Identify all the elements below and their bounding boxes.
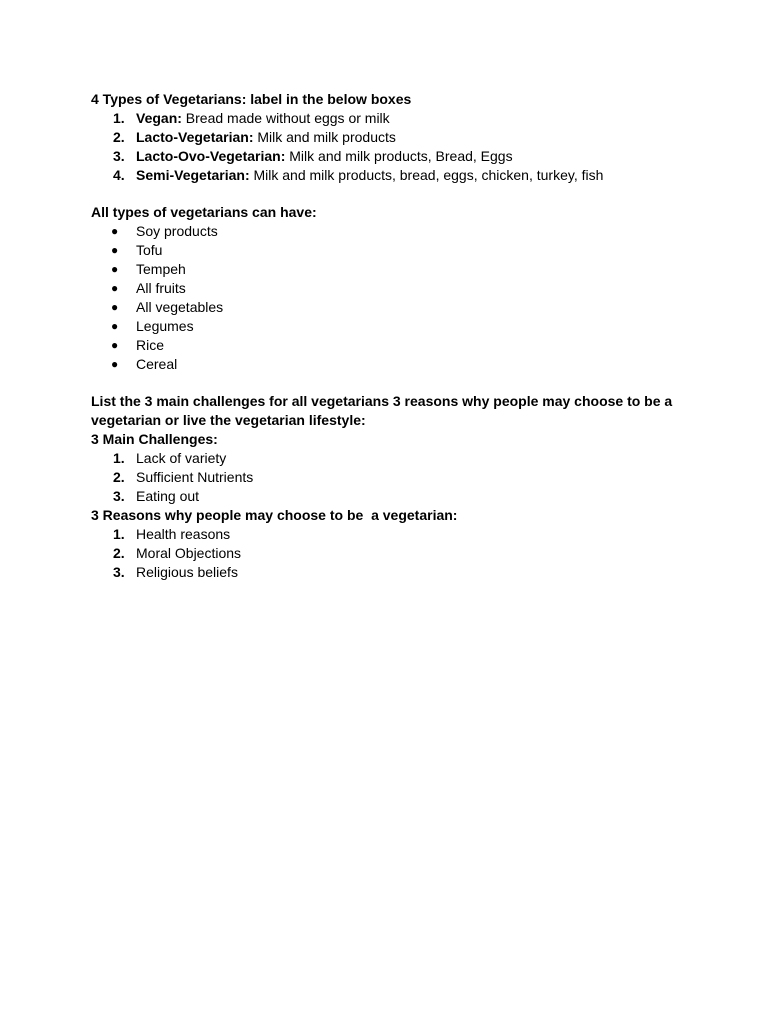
bullet-icon: ● <box>111 281 119 295</box>
list-item <box>91 222 711 241</box>
reasons-list <box>91 525 711 582</box>
challenges-list <box>91 449 711 506</box>
vegetarian-types-list <box>91 109 711 185</box>
food-item: All vegetables <box>136 299 224 315</box>
food-item: Tofu <box>136 242 163 258</box>
foods-heading: All types of vegetarians can have: <box>91 204 317 220</box>
list-item <box>91 147 711 166</box>
bullet-icon: ● <box>111 262 119 276</box>
reason-text: Moral Objections <box>136 545 242 561</box>
food-item: Cereal <box>136 356 178 372</box>
list-item <box>91 563 711 582</box>
list-number: 2. <box>113 545 125 561</box>
challenge-text: Lack of variety <box>136 450 227 466</box>
list-item <box>91 298 711 317</box>
list-item <box>91 279 711 298</box>
list-number: 1. <box>113 110 125 126</box>
list-number: 3. <box>113 488 125 504</box>
list-number: 2. <box>113 469 125 485</box>
challenge-text: Sufficient Nutrients <box>136 469 254 485</box>
spacer <box>91 374 711 392</box>
type-description: Milk and milk products <box>253 129 396 145</box>
list-item <box>91 525 711 544</box>
foods-list <box>91 222 711 374</box>
food-item: Rice <box>136 337 165 353</box>
document-page <box>91 90 711 582</box>
bullet-icon: ● <box>111 224 119 238</box>
reasons-heading: 3 Reasons why people may choose to be a vegetarian: <box>91 507 458 523</box>
list-item <box>91 241 711 260</box>
type-description: Milk and milk products, bread, eggs, chicken, turkey, fish <box>249 167 604 183</box>
food-item: Tempeh <box>136 261 186 277</box>
list-item <box>91 260 711 279</box>
reason-text: Health reasons <box>136 526 231 542</box>
reason-text: Religious beliefs <box>136 564 238 580</box>
list-number: 2. <box>113 129 125 145</box>
list-item <box>91 109 711 128</box>
list-item <box>91 544 711 563</box>
types-heading: 4 Types of Vegetarians: label in the below boxes <box>91 91 412 107</box>
list-item <box>91 336 711 355</box>
type-term: Semi-Vegetarian: <box>136 167 250 183</box>
challenges-heading: 3 Main Challenges: <box>91 431 218 447</box>
list-number: 3. <box>113 148 125 164</box>
challenge-text: Eating out <box>136 488 200 504</box>
bullet-icon: ● <box>111 300 119 314</box>
list-item <box>91 317 711 336</box>
list-item <box>91 355 711 374</box>
bullet-icon: ● <box>111 338 119 352</box>
list-number: 1. <box>113 450 125 466</box>
food-item: Soy products <box>136 223 218 239</box>
challenges-prompt: List the 3 main challenges for all vegetarians 3 reasons why people may choose to be a vegetarian or live the vegetarian lifestyle: <box>91 393 673 428</box>
bullet-icon: ● <box>111 357 119 371</box>
food-item: Legumes <box>136 318 194 334</box>
type-term: Vegan: <box>136 110 182 126</box>
list-item <box>91 128 711 147</box>
list-item <box>91 449 711 468</box>
list-item <box>91 166 711 185</box>
list-number: 1. <box>113 526 125 542</box>
type-description: Milk and milk products, Bread, Eggs <box>285 148 513 164</box>
list-item <box>91 468 711 487</box>
list-number: 3. <box>113 564 125 580</box>
spacer <box>91 185 711 203</box>
type-term: Lacto-Vegetarian: <box>136 129 254 145</box>
list-item <box>91 487 711 506</box>
food-item: All fruits <box>136 280 186 296</box>
bullet-icon: ● <box>111 243 119 257</box>
bullet-icon: ● <box>111 319 119 333</box>
type-term: Lacto-Ovo-Vegetarian: <box>136 148 286 164</box>
type-description: Bread made without eggs or milk <box>181 110 390 126</box>
list-number: 4. <box>113 167 125 183</box>
